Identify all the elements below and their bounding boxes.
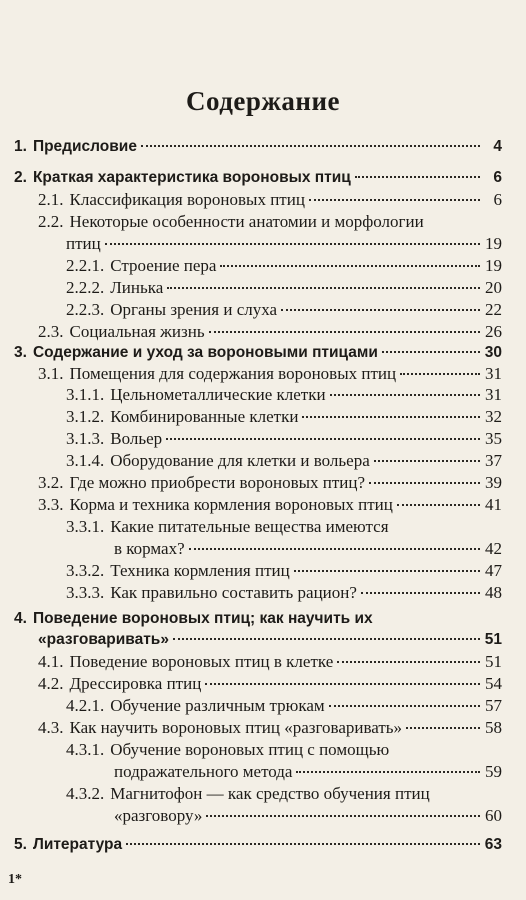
toc-entry-label: Социальная жизнь [69, 322, 205, 341]
toc-entry-number: 3.1.4. [66, 451, 105, 470]
toc-entry-page: 48 [485, 583, 502, 602]
dot-leader [337, 661, 480, 663]
toc-entry[interactable] [66, 300, 502, 320]
toc-entry-number: 3.1. [38, 364, 64, 383]
toc-entry-page: 57 [485, 696, 502, 715]
toc-entry[interactable] [66, 740, 502, 760]
dot-leader [141, 145, 480, 147]
toc-entry[interactable] [14, 609, 502, 629]
dot-leader [329, 705, 480, 707]
toc-entry-label: подражательного метода [114, 762, 293, 781]
toc-entry-page: 19 [485, 256, 502, 275]
toc-entry-page: 47 [485, 561, 502, 580]
toc-entry-page: 41 [485, 495, 502, 514]
toc-entry[interactable] [38, 212, 502, 232]
dot-leader [205, 683, 480, 685]
toc-entry-page: 22 [485, 300, 502, 319]
toc-entry-label: Краткая характеристика вороновых птиц [32, 169, 351, 186]
dot-leader [126, 843, 480, 845]
dot-leader [355, 176, 480, 178]
toc-entry-number: 4.3. [38, 718, 64, 737]
toc-entry[interactable] [66, 517, 502, 537]
toc-entry-label: Обучение различным трюкам [110, 696, 325, 715]
toc-entry-page: 39 [485, 473, 502, 492]
toc-entry-page: 51 [484, 631, 502, 648]
toc-entry-page: 31 [485, 364, 502, 383]
toc-entry[interactable] [14, 137, 502, 157]
toc-entry-page: 4 [493, 138, 502, 155]
toc-entry-page: 51 [485, 652, 502, 671]
toc-entry-page: 63 [484, 836, 502, 853]
dot-leader [374, 460, 480, 462]
toc-entry-label: Поведение вороновых птиц в клетке [69, 652, 334, 671]
toc-entry-label: Оборудование для клетки и вольера [110, 451, 370, 470]
page-title: Содержание [185, 86, 341, 116]
toc-entry-label: Поведение вороновых птиц; как научить их [32, 610, 373, 627]
toc-entry-number: 3. [14, 344, 27, 361]
toc-entry-label: Корма и техника кормления вороновых птиц [69, 495, 393, 514]
toc-entry-continuation[interactable] [66, 234, 502, 254]
toc-entry-label: птиц [66, 234, 101, 253]
toc-entry-number: 4.3.1. [66, 740, 105, 759]
toc-entry-page: 6 [493, 169, 502, 186]
toc-entry-number: 2.2.2. [66, 278, 105, 297]
dot-leader [189, 548, 480, 550]
toc-entry[interactable] [38, 364, 502, 384]
toc-entry-number: 4.2.1. [66, 696, 105, 715]
toc-entry-label: Литература [32, 836, 123, 853]
toc-entry-number: 2.2.1. [66, 256, 105, 275]
toc-entry-number: 3.3. [38, 495, 64, 514]
toc-entry[interactable] [14, 835, 502, 855]
toc-entry-label: Техника кормления птиц [110, 561, 290, 580]
toc-entry[interactable] [66, 784, 502, 804]
toc-entry[interactable] [14, 168, 502, 188]
toc-entry-page: 30 [484, 344, 502, 361]
toc-entry-page: 20 [485, 278, 502, 297]
toc-entry[interactable] [38, 718, 502, 738]
toc-entry[interactable] [66, 278, 502, 298]
dot-leader [330, 394, 480, 396]
toc-entry-label: Классификация вороновых птиц [69, 190, 305, 209]
toc-entry-page: 31 [485, 385, 502, 404]
toc-entry[interactable] [66, 385, 502, 405]
toc-entry-page: 60 [485, 806, 502, 825]
toc-entry-label: Помещения для содержания вороновых птиц [69, 364, 397, 383]
toc-entry-number: 3.1.2. [66, 407, 105, 426]
toc-entry-page: 6 [493, 190, 502, 209]
dot-leader [209, 331, 480, 333]
toc-entry-label: Какие питательные вещества имеются [110, 517, 389, 536]
toc-entry[interactable] [66, 451, 502, 471]
toc-entry-label: Линька [110, 278, 164, 297]
toc-entry-page: 35 [485, 429, 502, 448]
toc-entry[interactable] [38, 495, 502, 515]
dot-leader [167, 287, 480, 289]
toc-entry[interactable] [66, 561, 502, 581]
toc-entry[interactable] [66, 429, 502, 449]
toc-entry[interactable] [14, 343, 502, 363]
toc-entry[interactable] [66, 256, 502, 276]
dot-leader [400, 373, 480, 375]
dot-leader [220, 265, 480, 267]
toc-entry-label: Где можно приобрести вороновых птиц? [69, 473, 366, 492]
printer-signature-mark: 1* [8, 872, 22, 887]
dot-leader [166, 438, 480, 440]
toc-entry-continuation[interactable] [114, 806, 502, 826]
toc-entry-number: 4.3.2. [66, 784, 105, 803]
dot-leader [309, 199, 480, 201]
dot-leader [397, 504, 480, 506]
toc-entry-number: 2.2. [38, 212, 64, 231]
toc-entry-label: Некоторые особенности анатомии и морфологии [69, 212, 424, 231]
toc-entry-number: 4.1. [38, 652, 64, 671]
toc-entry[interactable] [66, 407, 502, 427]
toc-entry-page: 58 [485, 718, 502, 737]
toc-entry-label: «разговаривать» [38, 631, 169, 648]
toc-entry-number: 2. [14, 169, 27, 186]
toc-entry-label: Обучение вороновых птиц с помощью [110, 740, 390, 759]
toc-entry-number: 3.2. [38, 473, 64, 492]
toc-entry-label: Комбинированные клетки [110, 407, 299, 426]
toc-entry-page: 19 [485, 234, 502, 253]
dot-leader [296, 771, 480, 773]
toc-entry-label: Вольер [110, 429, 163, 448]
toc-entry-number: 3.1.3. [66, 429, 105, 448]
toc-entry-label: Как правильно составить рацион? [110, 583, 357, 602]
toc-entry[interactable] [38, 674, 502, 694]
dot-leader [294, 570, 480, 572]
toc-entry-number: 3.3.3. [66, 583, 105, 602]
toc-entry-number: 3.3.1. [66, 517, 105, 536]
dot-leader [406, 727, 480, 729]
dot-leader [302, 416, 480, 418]
toc-entry-number: 1. [14, 138, 27, 155]
toc-entry-number: 2.1. [38, 190, 64, 209]
dot-leader [382, 351, 480, 353]
dot-leader [105, 243, 480, 245]
toc-entry-page: 42 [485, 539, 502, 558]
dot-leader [369, 482, 480, 484]
toc-entry-number: 3.3.2. [66, 561, 105, 580]
toc-entry-label: Цельнометаллические клетки [110, 385, 326, 404]
toc-entry-number: 4. [14, 610, 27, 627]
toc-entry-label: Дрессировка птиц [69, 674, 202, 693]
toc-entry-label: в кормах? [114, 539, 185, 558]
toc-entry[interactable] [38, 322, 502, 342]
toc-entry-page: 32 [485, 407, 502, 426]
toc-entry-number: 5. [14, 836, 27, 853]
toc-entry[interactable] [38, 190, 502, 210]
toc-entry-label: Органы зрения и слуха [110, 300, 278, 319]
toc-entry-number: 2.3. [38, 322, 64, 341]
toc-entry-page: 59 [485, 762, 502, 781]
toc-entry-continuation[interactable] [114, 762, 502, 782]
dot-leader [173, 638, 480, 640]
dot-leader [206, 815, 480, 817]
toc-entry-number: 2.2.3. [66, 300, 105, 319]
toc-entry[interactable] [66, 696, 502, 716]
toc-entry[interactable] [38, 652, 502, 672]
toc-entry-page: 54 [485, 674, 502, 693]
toc-entry-continuation[interactable] [114, 539, 502, 559]
toc-entry-label: «разговору» [114, 806, 203, 825]
toc-entry-label: Содержание и уход за вороновыми птицами [32, 344, 378, 361]
toc-entry[interactable] [66, 583, 502, 603]
toc-entry-label: Как научить вороновых птиц «разговаривать» [69, 718, 403, 737]
toc-entry-page: 26 [485, 322, 502, 341]
toc-entry-number: 3.1.1. [66, 385, 105, 404]
toc-entry-label: Магнитофон — как средство обучения птиц [110, 784, 430, 803]
toc-entry-page: 37 [485, 451, 502, 470]
dot-leader [361, 592, 480, 594]
toc-entry-label: Предисловие [32, 138, 137, 155]
dot-leader [281, 309, 480, 311]
toc-entry-number: 4.2. [38, 674, 64, 693]
toc-entry-continuation[interactable] [38, 630, 502, 650]
toc-entry-label: Строение пера [110, 256, 217, 275]
toc-entry[interactable] [38, 473, 502, 493]
